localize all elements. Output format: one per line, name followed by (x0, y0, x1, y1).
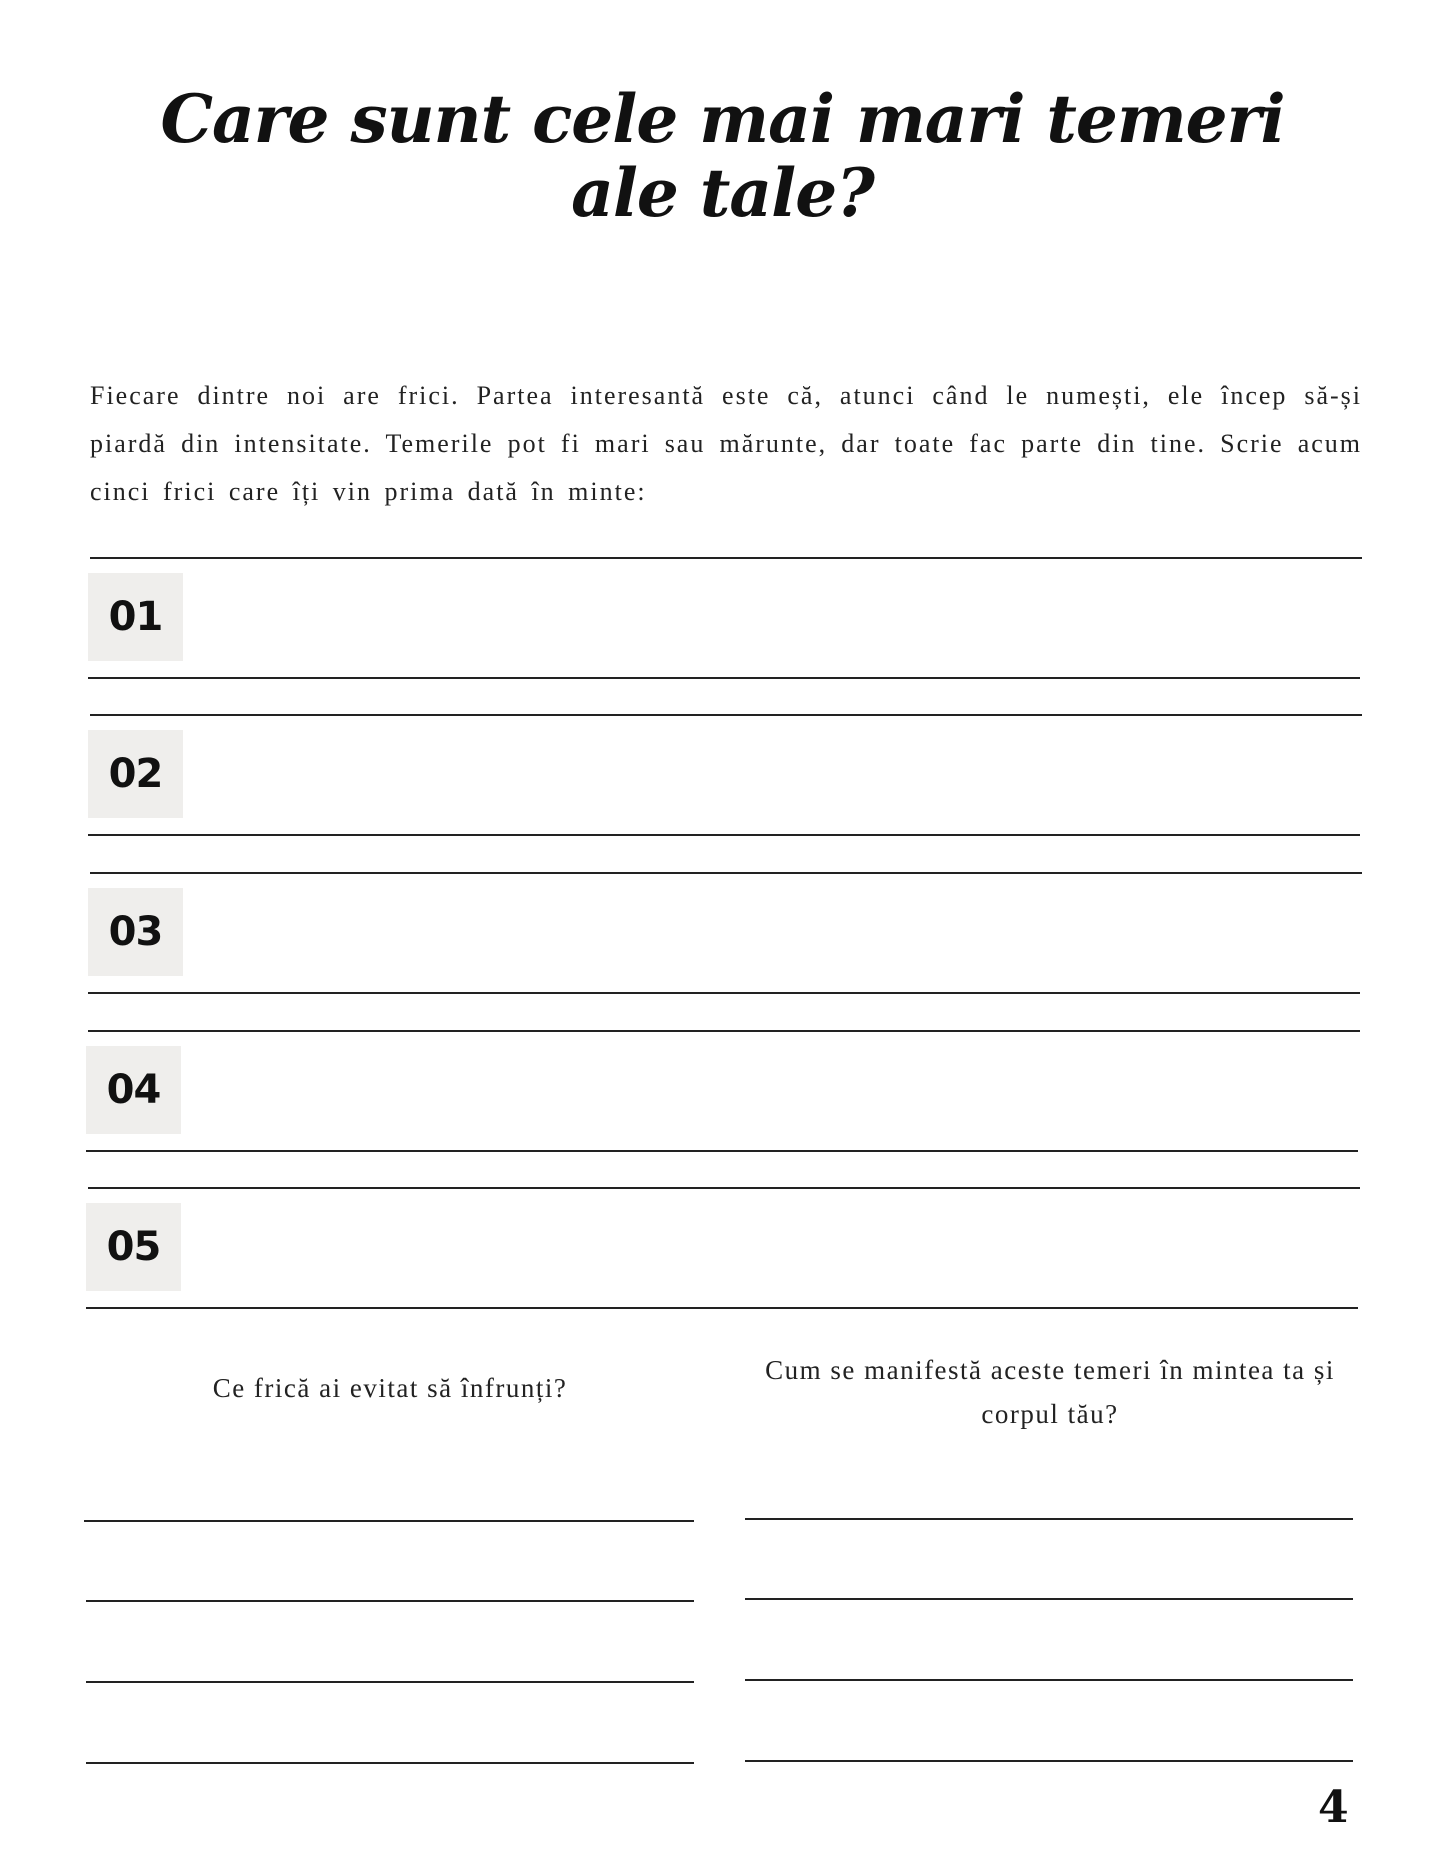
fear-3-answer-line[interactable] (88, 992, 1360, 994)
fear-3-number-box (88, 888, 183, 976)
question-left: Ce frică ai evitat să înfrunți? (212, 1373, 568, 1403)
fear-4-number-box (86, 1046, 181, 1134)
fear-2-top-line (90, 714, 1362, 716)
fear-2-number-box (88, 730, 183, 818)
fear-4-number: 04 (106, 1067, 161, 1113)
fear-1-number: 01 (108, 594, 163, 640)
fear-3-number: 03 (108, 909, 163, 955)
fear-3-top-line (90, 872, 1362, 874)
fear-5-answer-line[interactable] (86, 1307, 1358, 1309)
fear-2-number: 02 (108, 751, 163, 797)
right-answer-line-2[interactable] (745, 1598, 1353, 1600)
fear-1-top-line (90, 557, 1362, 559)
page-number: 4 (1318, 1782, 1349, 1833)
fear-2-answer-line[interactable] (88, 834, 1360, 836)
right-answer-line-4[interactable] (745, 1760, 1353, 1762)
left-answer-line-1[interactable] (84, 1520, 694, 1522)
fear-1-answer-line[interactable] (88, 677, 1360, 679)
fear-4-top-line (88, 1030, 1360, 1032)
fear-5-number: 05 (106, 1224, 161, 1270)
fear-1-number-box (88, 573, 183, 661)
right-answer-line-1[interactable] (745, 1518, 1353, 1520)
left-answer-line-2[interactable] (86, 1600, 694, 1602)
left-answer-line-3[interactable] (86, 1681, 694, 1683)
right-answer-line-3[interactable] (745, 1679, 1353, 1681)
fear-5-top-line (88, 1187, 1360, 1189)
left-answer-line-4[interactable] (86, 1762, 694, 1764)
intro-paragraph: Fiecare dintre noi are frici. Partea interesantă este că, atunci când le numești, ele încep să-și piardă din intensitate. Temerile pot fi mari sau mărunte, dar toate fac parte din tine. Scrie acum cinci frici care îți vin prima dată în minte: (90, 381, 1362, 506)
fear-5-number-box (86, 1203, 181, 1291)
fear-4-answer-line[interactable] (86, 1150, 1358, 1152)
page-title: Care sunt cele mai mari temeri ale tale? (160, 80, 1285, 232)
question-right: Cum se manifestă aceste temeri în mintea ta și corpul tău? (765, 1355, 1335, 1429)
